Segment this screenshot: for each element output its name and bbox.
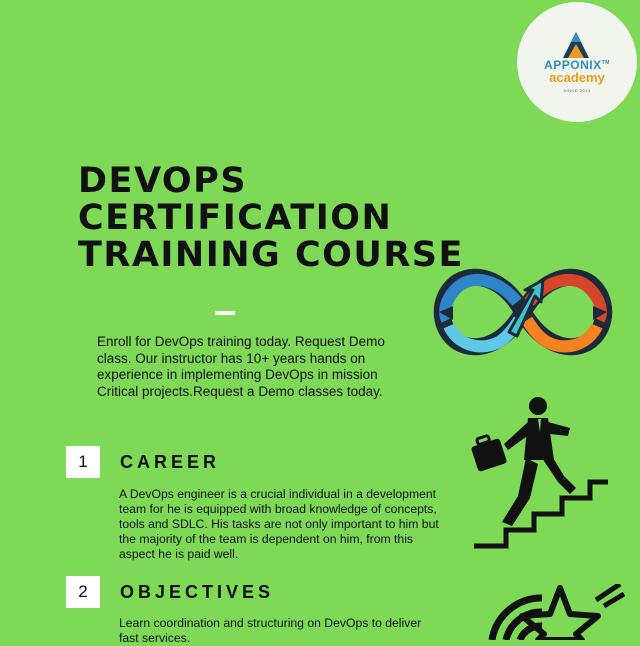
- section-heading-objectives: OBJECTIVES: [120, 582, 275, 602]
- title-line: DEVOPS: [78, 161, 248, 201]
- title-divider: [215, 311, 235, 315]
- section-body-objectives: Learn coordination and structuring on DevOps to deliver fast services.: [119, 616, 422, 645]
- logo-academy: academy: [549, 70, 605, 85]
- section-body-career: A DevOps engineer is a crucial individual in a development team for he is equipped with broad knowledge of concepts, tools and SDLC. His tasks are not only important to him but the majority of the team is dependent on him, from this aspect he is paid well.: [119, 487, 439, 561]
- businessman-climbing-stairs-icon: [462, 392, 612, 552]
- apponix-triangle-icon: [561, 30, 591, 60]
- target-star-icon: [486, 584, 626, 640]
- page-title: [78, 163, 464, 274]
- section-heading-career: CAREER: [120, 452, 221, 472]
- logo-since: SINCE 2013: [563, 88, 591, 93]
- title-line: TRAINING COURSE: [78, 235, 464, 275]
- logo-brand-name: APPONIX™: [544, 58, 610, 72]
- title-line: CERTIFICATION: [78, 198, 393, 238]
- section-number-1: 1: [66, 446, 100, 478]
- section-number-2: 2: [66, 576, 100, 608]
- devops-infinity-icon: [433, 262, 613, 362]
- apponix-logo: [517, 2, 637, 122]
- logo-trademark: TM: [601, 60, 610, 66]
- intro-paragraph: Enroll for DevOps training today. Request Demo class. Our instructor has 10+ years hands on experience in implementing DevOps in mission Critical projects.Request a Demo classes today.: [97, 334, 385, 399]
